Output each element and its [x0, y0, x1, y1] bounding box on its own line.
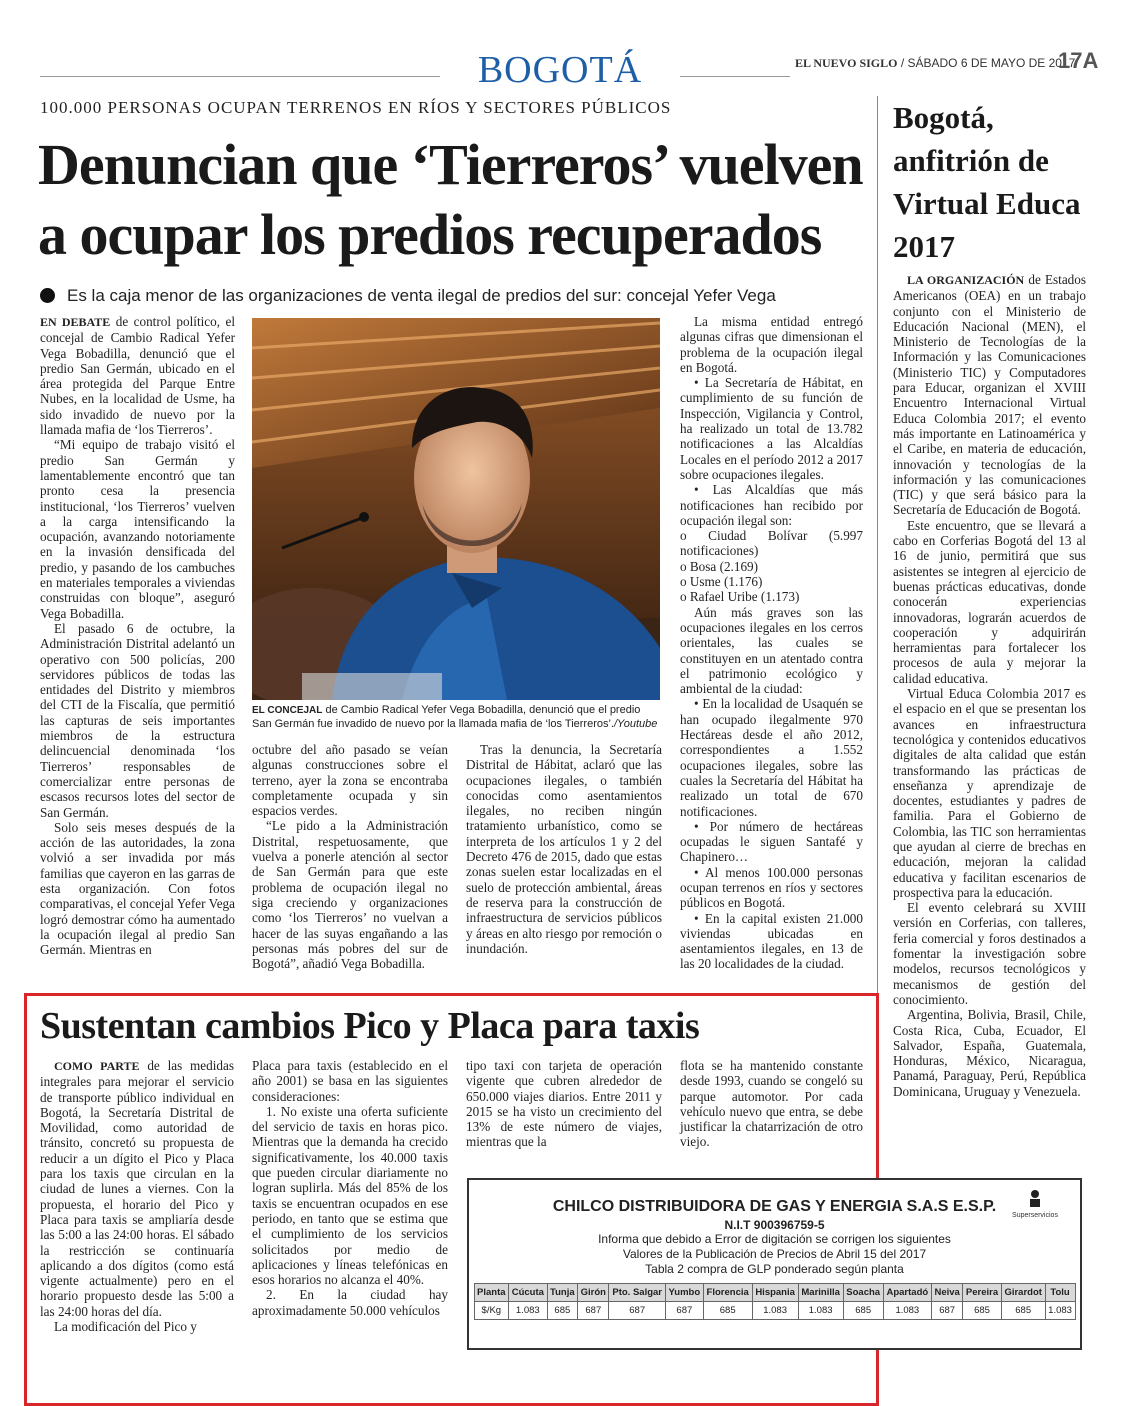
sub-item: o Usme (1.176)	[680, 574, 763, 590]
sub-item: o Ciudad Bolívar (5.997 notificaciones)	[680, 528, 863, 559]
page-number: 17A	[1058, 48, 1099, 73]
paragraph: Solo seis meses después de la acción de las autoridades, la zona volvió a ser invadida por más familias que cayeron en las garras de esta organización. Con fotos comparativas, el concejal Yefer Vega logró demostrar cómo ha aumentado la ocupación ilegal al predio San Germán. Mientras en	[40, 819, 235, 958]
side-column	[893, 272, 1086, 1099]
list-item: 1. No existe una oferta suficiente del servicio de taxis en horas pico. Mientras que la demanda ha crecido significativamente, los 40.000 taxis que pueden circular diariamente no logran suplirla. Más del 85% de los taxis se encuentran ocupados en ese periodo, en tanto que se estima que el cumplimiento de los servicios solicitados por medio de aplicaciones y líneas telefónicas en esos horarios no alcanza el 40%.	[252, 1103, 448, 1288]
main-col-4	[680, 314, 863, 972]
lead-in: EN DEBATE	[40, 315, 111, 329]
story-subhead	[40, 286, 880, 306]
caption-lead: EL CONCEJAL	[252, 705, 323, 716]
paragraph: Aún más graves son las ocupaciones ilegales en los cerros orientales, las cuales se constituyen en un atentado contra el patrimonio ecológico y ambiental de la ciudad:	[680, 604, 863, 697]
main-col-1	[40, 314, 235, 957]
bullet-item: • En la localidad de Usaquén se han ocupado ilegalmente 970 Hectáreas desde el año 2012, correspondientes a 1.552 ocupaciones ilegales, sobre las cuales la Secretaría del Hábitat ha realizado un total de 670 notificaciones.	[680, 696, 863, 819]
company-nit: N.I.T 900396759-5	[724, 1218, 825, 1232]
section-title: BOGOTÁ	[477, 49, 643, 91]
paragraph: El pasado 6 de octubre, la Administración Distrital adelantó un operativo con 500 policías, 200 servidores públicos de todas las entidades del Distrito y miembros del CTI de la Fiscalía, que permitió las capturas de seis importantes miembros de la estructura delincuencial denominada ‘los Tierreros’ responsables de comercializar entre personas de escasos recursos lotes del sector de San Germán.	[40, 620, 235, 820]
list-item: 2. En la ciudad hay aproximadamente 50.000 vehículos	[252, 1287, 448, 1318]
masthead	[795, 56, 1085, 71]
gas-price-notice	[467, 1178, 1082, 1350]
photo-credit: /Youtube	[613, 717, 658, 730]
paper-name: EL NUEVO SIGLO	[795, 56, 898, 70]
price-table	[474, 1283, 1076, 1320]
taxi-col-2	[252, 1058, 448, 1318]
company-name: CHILCO DISTRIBUIDORA DE GAS Y ENERGIA S.A.S E.S.P.	[552, 1198, 997, 1215]
bullet-item: • En la capital existen 21.000 viviendas ubicadas en asentamientos ilegales, en 13 de las 20 localidades de la ciudad.	[680, 910, 863, 972]
paragraph: LA ORGANIZACIÓN de Estados Americanos (OEA) en un trabajo conjunto con el Ministerio de Educación Nacional (MEN), el Ministerio de Tecnologías de la Información y las Comunicaciones (Ministerio TIC) y Computadores para Educar, organizan el XVIII Encuentro Internacional Virtual Educa Colombia 2017; el evento más importante en Latinoamérica y el Caribe, en materia de educación, innovación y tecnologías de la información y las comunicaciones (TIC) y que será básico para la Secretaría de Educación de Bogotá.	[893, 272, 1086, 518]
paragraph: El evento celebrará su XVIII versión en Corferias, con talleres, feria comercial y foros destinados a fomentar la investigación sobre modelos, recursos tecnológicos y mecanismos de gestión del conocimiento.	[893, 900, 1086, 1007]
bullet-item: • Por número de hectáreas ocupadas le siguen Santafé y Chapinero…	[680, 818, 863, 865]
paragraph: Este encuentro, que se llevará a cabo en Corferias Bogotá del 13 al 16 de junio, permitirá que sus asistentes se integren al ejercicio de buenas prácticas educativas, donde conocerán experiencias innovadoras, lograrán acuerdos de cooperación y adquirirán herramientas para fortalecer los procesos de aula y mejorar la calidad educativa.	[893, 517, 1086, 686]
taxi-col-4	[680, 1058, 863, 1150]
photo-caption	[252, 704, 662, 731]
photo-illustration	[252, 318, 660, 700]
bullet-item: • Al menos 100.000 personas ocupan terrenos en ríos y sectores públicos en Bogotá.	[680, 864, 863, 911]
paragraph: Argentina, Bolivia, Brasil, Chile, Costa Rica, Cuba, Ecuador, El Salvador, España, Guatemala, Honduras, México, Nicaragua, Panamá, Paraguay, Perú, República Dominicana, Uruguay y Venezuela.	[893, 1007, 1086, 1099]
paragraph: tipo taxi con tarjeta de operación vigente que cubren alrededor de 650.000 viajes diarios. Entre 2011 y 2015 se ha visto un crecimiento del 13% de este número de viajes, mientras que la	[466, 1058, 662, 1150]
concejal-photo	[252, 318, 660, 700]
table-row: $/Kg 1.083 685 687 687 687 685 1.083 1.083 685 1.083 687 685 685 1.083	[474, 1302, 1075, 1320]
table-header-row: Planta Cúcuta Tunja Girón Pto. Salgar Yumbo Florencia Hispania Marinilla Soacha Apartadó Neiva Pereira Girardot Tolu	[474, 1284, 1075, 1302]
superservicios-icon	[1024, 1188, 1046, 1210]
story-headline: Denuncian que ‘Tierreros’ vuelven a ocupar los predios recuperados	[38, 132, 863, 267]
paragraph: octubre del año pasado se veían algunas construcciones sobre el terreno, ayer la zona se encontraba completamente ocupada y sin espacios verdes.	[252, 742, 448, 819]
paragraph: flota se ha mantenido constante desde 1993, cuando se congeló su parque automotor. Por cada vehículo nuevo que entra, se debe justificar la chatarrización de otro viejo.	[680, 1058, 863, 1150]
taxi-headline: Sustentan cambios Pico y Placa para taxis	[40, 1005, 700, 1047]
lead-in: COMO PARTE	[54, 1059, 140, 1073]
notice-line-2: Valores de la Publicación de Precios de Abril 15 del 2017	[622, 1247, 927, 1261]
superservicios-logo: Superservicios	[1010, 1188, 1060, 1219]
taxi-col-3	[466, 1058, 662, 1150]
lead-in: LA ORGANIZACIÓN	[907, 273, 1025, 287]
header-rule-right	[680, 76, 790, 77]
bullet-item: • La Secretaría de Hábitat, en cumplimiento de su función de Inspección, Vigilancia y Control, ha realizado un total de 13.782 notificaciones a las Alcaldías Locales en el período 2012 a 2017 sobre ocupaciones ilegales.	[680, 375, 863, 482]
paragraph: COMO PARTE de las medidas integrales para mejorar el servicio de transporte público individual en Bogotá, la Secretaría Distrital de Movilidad, como autoridad de tránsito, concretó su propuesta de reducir a un dígito el Pico y Placa para los taxis que circulan en la ciudad de lunes a viernes. Con la propuesta, el horario del Pico y Placa para taxis se ampliaría desde las 5:00 a las 24:00 horas. El sábado la restricción se continuaría aplicando a dos dígitos (como está vigente actualmente) pero en el horario propuesto desde las 5:00 a las 24:00 horas del día.	[40, 1058, 234, 1319]
side-headline: Bogotá, anfitrión de Virtual Educa 2017	[893, 100, 1081, 264]
paragraph: “Le pido a la Administración Distrital, respetuosamente, que vuelva a ponerle atención al sector de San Germán para que este problema de ocupación ilegal no siga creciendo y organizaciones como ‘los Tierreros’ no vuelvan a hacer de las suyas engañando a las personas más pobres del sur de Bogotá”, añadió Vega Bobadilla.	[252, 818, 448, 972]
paragraph: La misma entidad entregó algunas cifras que dimensionan el problema de la ocupación ilegal en Bogotá.	[680, 314, 863, 375]
story-kicker: 100.000 PERSONAS OCUPAN TERRENOS EN RÍOS Y SECTORES PÚBLICOS	[40, 98, 672, 117]
paragraph: “Mi equipo de trabajo visitó el predio San Germán y lamentablemente encontró que tan pronto cesa la presencia institucional, ‘los Tierreros’ vuelven a la carga intensificando la ocupación, avanzando notoriamente en la invasión densificada del predio, y pasando de los cambuches en materiales temporales a viviendas construidas con bloque”, aseguró Vega Bobadilla.	[40, 437, 235, 621]
sub-item: o Rafael Uribe (1.173)	[680, 589, 800, 605]
issue-date: / SÁBADO 6 DE MAYO DE 2017	[900, 56, 1076, 70]
caption-text: de Cambio Radical Yefer Vega Bobadilla, denunció que el predio San Germán fue invadido de nuevo por la llamada mafia de ‘los Tierreros’.	[252, 704, 641, 730]
taxi-col-1	[40, 1058, 234, 1334]
paragraph: Virtual Educa Colombia 2017 es el espacio en el que se presentan los avances en infraestructura tecnológica y contenidos educativos digitales de alta calidad que están transformando las prácticas de enseñanza y aprendizaje de docentes, estudiantes y padres de familia. Para el Gobierno de Colombia, las TIC son herramientas que ayudan al cierre de brechas en educación, mejoran la calidad educativa y facilitan escenarios de prospectiva para la educación.	[893, 686, 1086, 900]
paragraph: EN DEBATE de control político, el concejal de Cambio Radical Yefer Vega Bobadilla, denunció que el predio San Germán, ubicado en el área protegida del Parque Entre Nubes, en la localidad de Usme, ha sido invadido de nuevo por la llamada mafia de ‘los Tierreros’.	[40, 314, 235, 438]
header-rule-left	[40, 76, 440, 77]
notice-line-1: Informa que debido a Error de digitación se corrigen los siguientes	[598, 1232, 951, 1246]
bullet-icon	[40, 288, 55, 303]
paragraph: La modificación del Pico y	[54, 1319, 197, 1335]
notice-line-3: Tabla 2 compra de GLP ponderado según planta	[645, 1262, 904, 1276]
paragraph: Tras la denuncia, la Secretaría Distrital de Hábitat, aclaró que las ocupaciones ilegales, o también conocidas como asentamientos ilegales, no reciben ningún tratamiento urbanístico, como se interpreta de los artículos 1 y 2 del Decreto 476 de 2015, dado que estas zonas suelen estar localizadas en el suelo de protección ambiental, áreas de reserva para la construcción de infraestructura de servicios públicos y áreas en alto riesgo por remoción o inundación.	[466, 742, 662, 956]
main-col-3	[466, 742, 662, 956]
subhead-text: Es la caja menor de las organizaciones de venta ilegal de predios del sur: concejal Yefer Vega	[67, 286, 776, 305]
paragraph: Placa para taxis (establecido en el año 2001) se basa en las siguientes consideraciones:	[252, 1058, 448, 1104]
bullet-item: • Las Alcaldías que más notificaciones han recibido por ocupación ilegal son:	[680, 482, 863, 528]
main-col-2	[252, 742, 448, 971]
sub-item: o Bosa (2.169)	[680, 558, 759, 574]
